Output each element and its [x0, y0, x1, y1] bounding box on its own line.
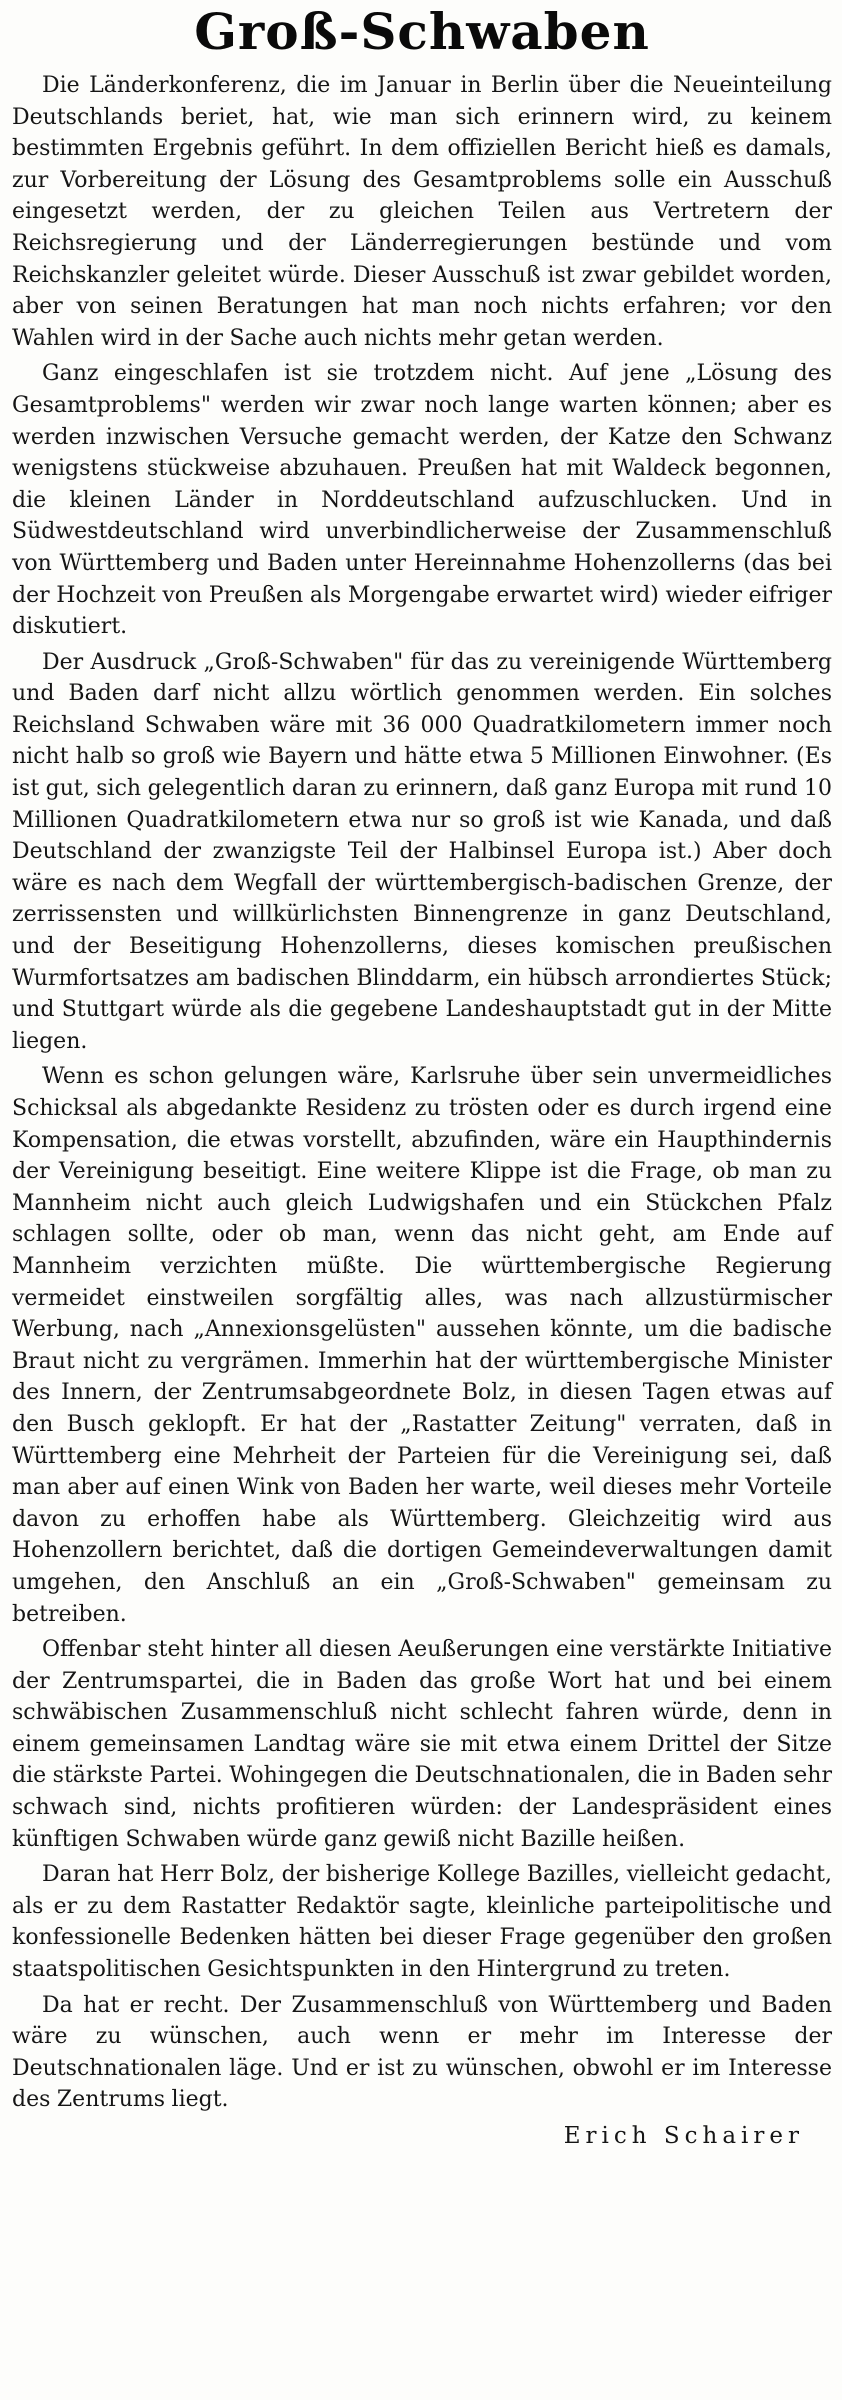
paragraph-4: Wenn es schon gelungen wäre, Karlsruhe über sein unvermeidliches Schicksal als abgedankte Residenz zu trösten oder es durch irgend eine Kompensation, die etwas vorstellt, abzufinden, wäre ein Haupthindernis der Vereinigung beseitigt. Eine weitere Klippe ist die Frage, ob man zu Mannheim nicht auch gleich Ludwigshafen und ein Stückchen Pfalz schlagen sollte, oder ob man, wenn das nicht geht, am Ende auf Mannheim verzichten müßte. Die württembergische Regierung vermeidet einstweilen sorgfältig alles, was nach allzustürmischer Werbung, nach „Annexionsgelüsten" aussehen könnte, um die badische Braut nicht zu vergrämen. Immerhin hat der württembergische Minister des Innern, der Zentrumsabgeordnete Bolz, in diesen Tagen etwas auf den Busch geklopft. Er hat der „Rastatter Zeitung" verraten, daß in Württemberg eine Mehrheit der Parteien für die Vereinigung sei, daß man aber auf einen Wink von Baden her warte, weil dieses mehr Vorteile davon zu erhoffen habe als Württemberg. Gleichzeitig wird aus Hohenzollern berichtet, daß die dortigen Gemeindeverwaltungen damit umgehen, den Anschluß an ein „Groß-Schwaben" gemeinsam zu betreiben.: [12, 1064, 832, 1627]
paragraph-5: Offenbar steht hinter all diesen Aeußerungen eine verstärkte Initiative der Zentrumspartei, die in Baden das große Wort hat und bei einem schwäbischen Zusammenschluß nicht schlecht fahren würde, denn in einem gemeinsamen Landtag wäre sie mit etwa einem Drittel der Sitze die stärkste Partei. Wohingegen die Deutschnationalen, die in Baden sehr schwach sind, nichts profitieren würden: der Landespräsident eines künftigen Schwaben würde ganz gewiß nicht Bazille heißen.: [12, 1637, 832, 1852]
paragraph-2: Ganz eingeschlafen ist sie trotzdem nicht. Auf jene „Lösung des Gesamtproblems" werden wir zwar noch lange warten können; aber es werden inzwischen Versuche gemacht werden, der Katze den Schwanz wenigstens stückweise abzuhauen. Preußen hat mit Waldeck begonnen, die kleinen Länder in Norddeutschland aufzuschlucken. Und in Südwestdeutschland wird unverbindlicherweise der Zusammenschluß von Württemberg und Baden unter Hereinnahme Hohenzollerns (das bei der Hochzeit von Preußen als Morgengabe erwartet wird) wieder eifriger diskutiert.: [12, 361, 832, 640]
paragraph-3: Der Ausdruck „Groß-Schwaben" für das zu vereinigende Württemberg und Baden darf nicht allzu wörtlich genommen werden. Ein solches Reichsland Schwaben wäre mit 36 000 Quadratkilometern immer noch nicht halb so groß wie Bayern und hätte etwa 5 Millionen Einwohner. (Es ist gut, sich gelegentlich daran zu erinnern, daß ganz Europa mit rund 10 Millionen Quadratkilometern etwa nur so groß ist wie Kanada, und daß Deutschland der zwanzigste Teil der Halbinsel Europa ist.) Aber doch wäre es nach dem Wegfall der württembergisch-badischen Grenze, der zerrissensten und willkürlichsten Binnengrenze in ganz Deutschland, und der Beseitigung Hohenzollerns, dieses komischen preußischen Wurmfortsatzes am badischen Blinddarm, ein hübsch arrondiertes Stück; und Stuttgart würde als die gegebene Landeshauptstadt gut in der Mitte liegen.: [12, 649, 832, 1054]
article-body: [12, 70, 832, 2116]
article-title: Groß-Schwaben: [194, 2, 650, 61]
author-signature: Erich Schairer: [563, 2123, 804, 2149]
paragraph-7: Da hat er recht. Der Zusammenschluß von Württemberg und Baden wäre zu wünschen, auch wenn er mehr im Interesse der Deutschnationalen läge. Und er ist zu wünschen, obwohl er im Interesse des Zentrums liegt.: [12, 1992, 832, 2113]
paragraph-1: Die Länderkonferenz, die im Januar in Berlin über die Neueinteilung Deutschlands beriet, hat, wie man sich erinnern wird, zu keinem bestimmten Ergebnis geführt. In dem offiziellen Bericht hieß es damals, zur Vorbereitung der Lösung des Gesamtproblems solle ein Ausschuß eingesetzt werden, der zu gleichen Teilen aus Vertretern der Reichsregierung und der Länderregierungen bestünde und vom Reichskanzler geleitet würde. Dieser Ausschuß ist zwar gebildet worden, aber von seinen Beratungen hat man noch nichts erfahren; vor den Wahlen wird in der Sache auch nichts mehr getan werden.: [12, 73, 832, 351]
paragraph-6: Daran hat Herr Bolz, der bisherige Kollege Bazilles, vielleicht gedacht, als er zu dem Rastatter Redaktör sagte, kleinliche parteipolitische und konfessionelle Bedenken hätten bei dieser Frage gegenüber den großen staatspolitischen Gesichtspunkten in den Hintergrund zu treten.: [12, 1862, 832, 1983]
